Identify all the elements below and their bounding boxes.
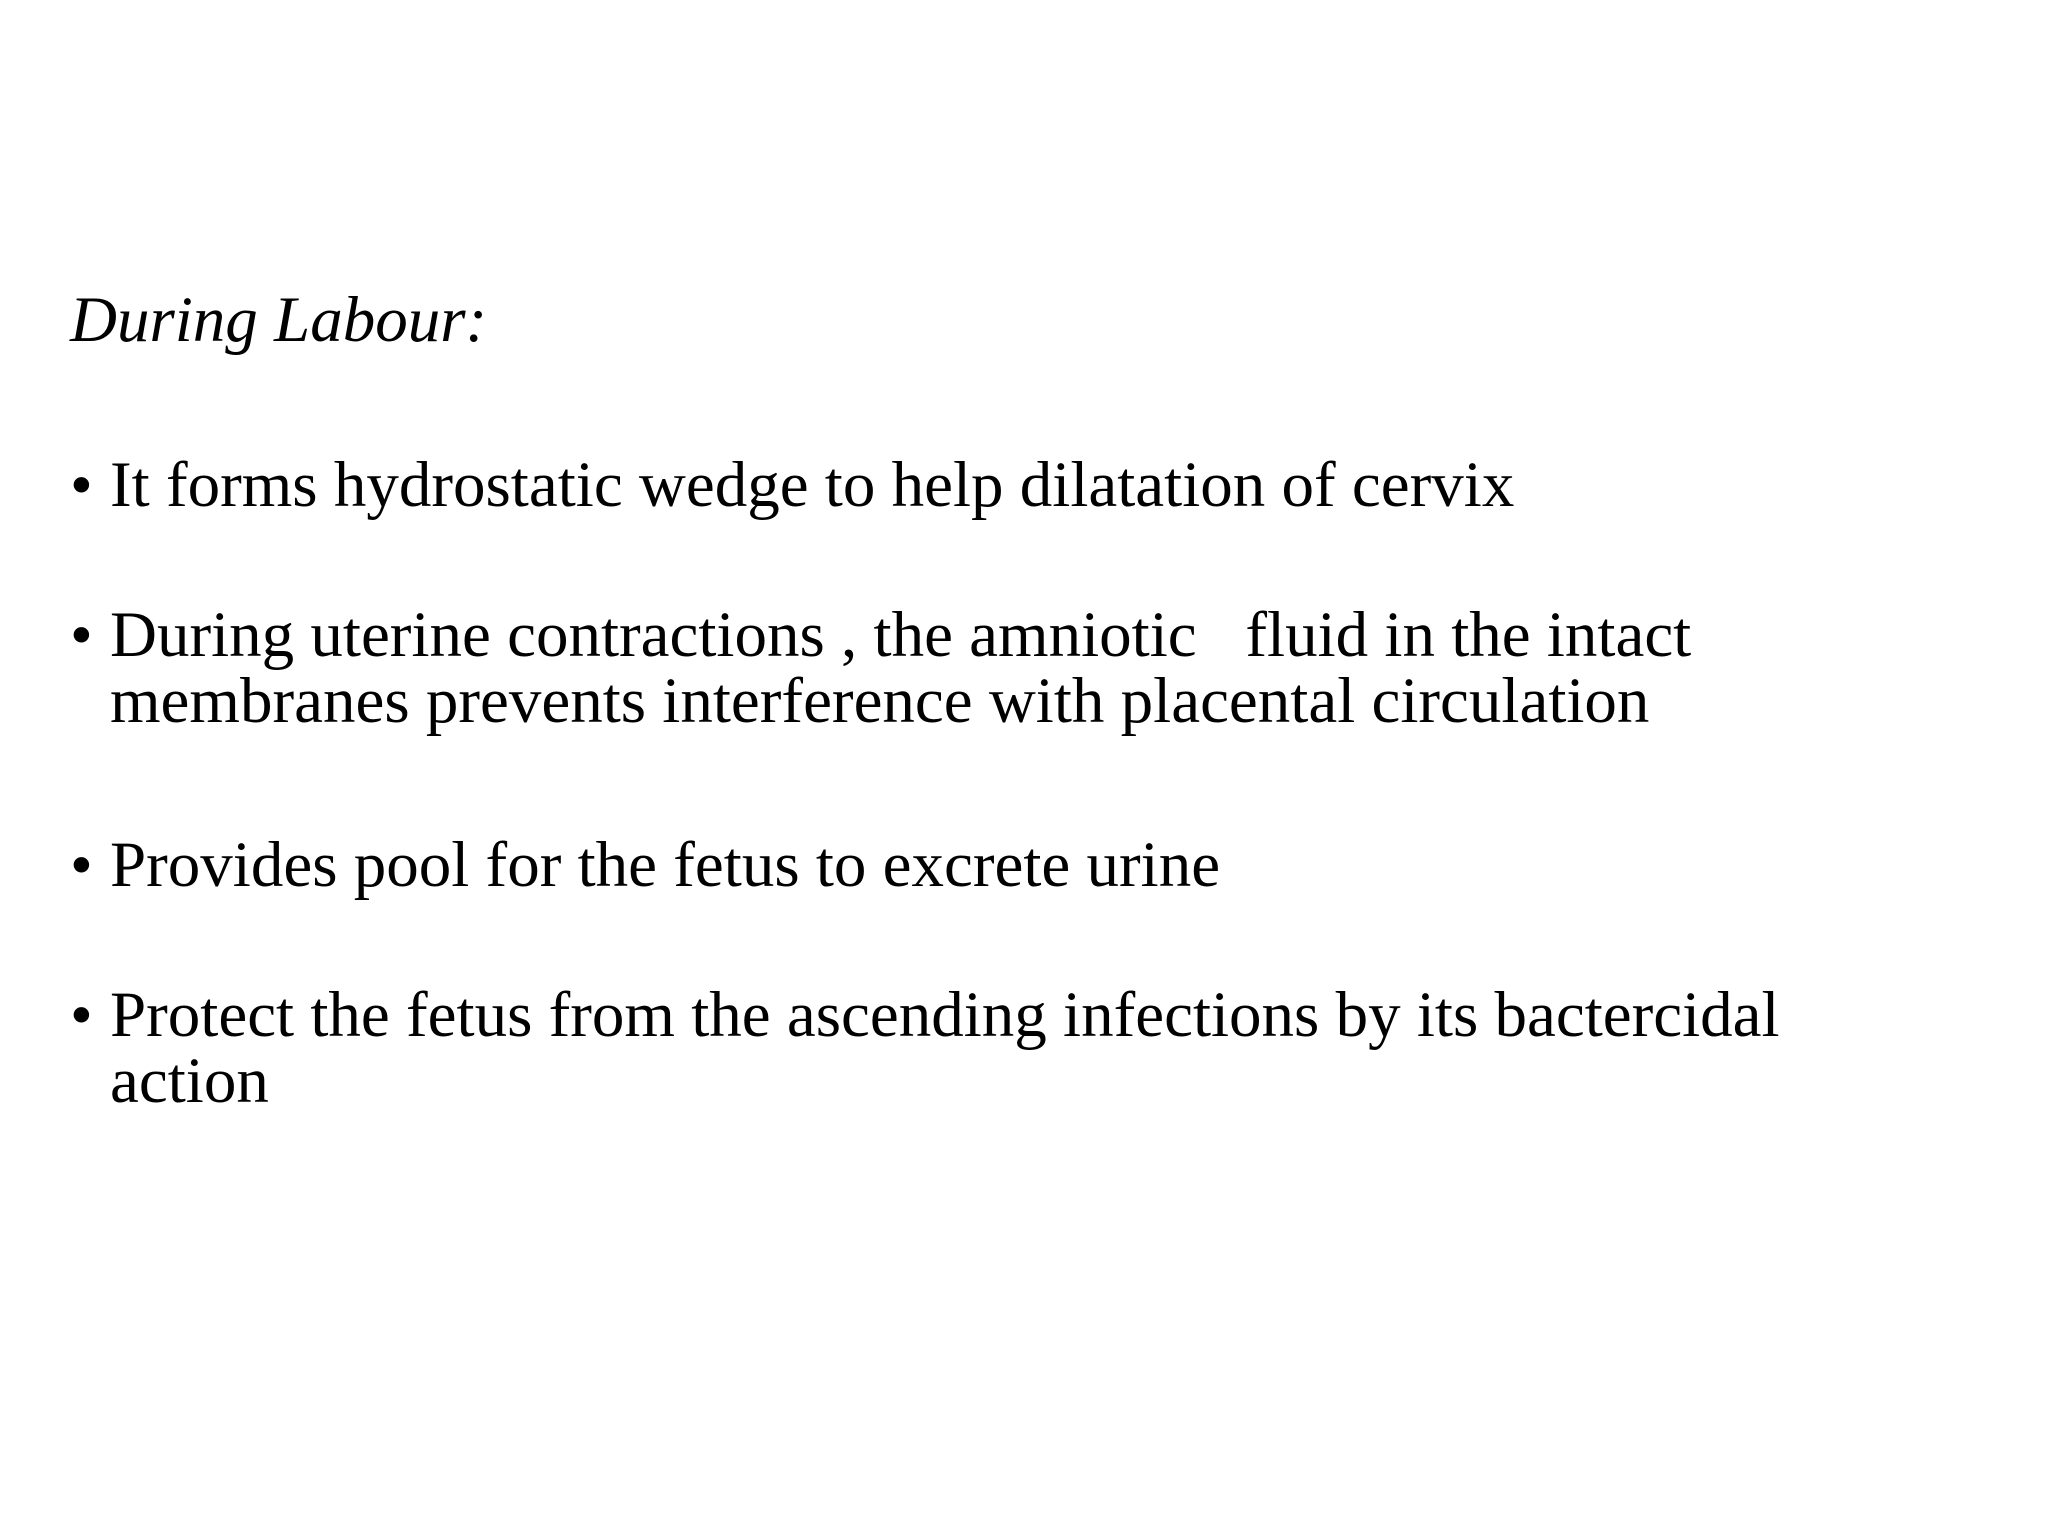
bullet-icon: • (70, 449, 93, 521)
slide-heading: During Labour: (70, 284, 488, 356)
list-item (70, 449, 1970, 521)
bullet-text: Protect the fetus from the ascending infections by its bactercidal action (110, 979, 1780, 1117)
bullet-icon: • (70, 979, 93, 1051)
bullet-text: Provides pool for the fetus to excrete urine (110, 829, 1221, 901)
list-item (70, 979, 1970, 1117)
list-item (70, 829, 1970, 901)
bullet-icon: • (70, 829, 93, 901)
bullet-text: During uterine contractions , the amniotic fluid in the intact membranes prevents interference with placental circulation (110, 599, 1692, 737)
list-item (70, 599, 1970, 737)
bullet-text: It forms hydrostatic wedge to help dilatation of cervix (110, 449, 1515, 521)
bullet-icon: • (70, 599, 93, 671)
